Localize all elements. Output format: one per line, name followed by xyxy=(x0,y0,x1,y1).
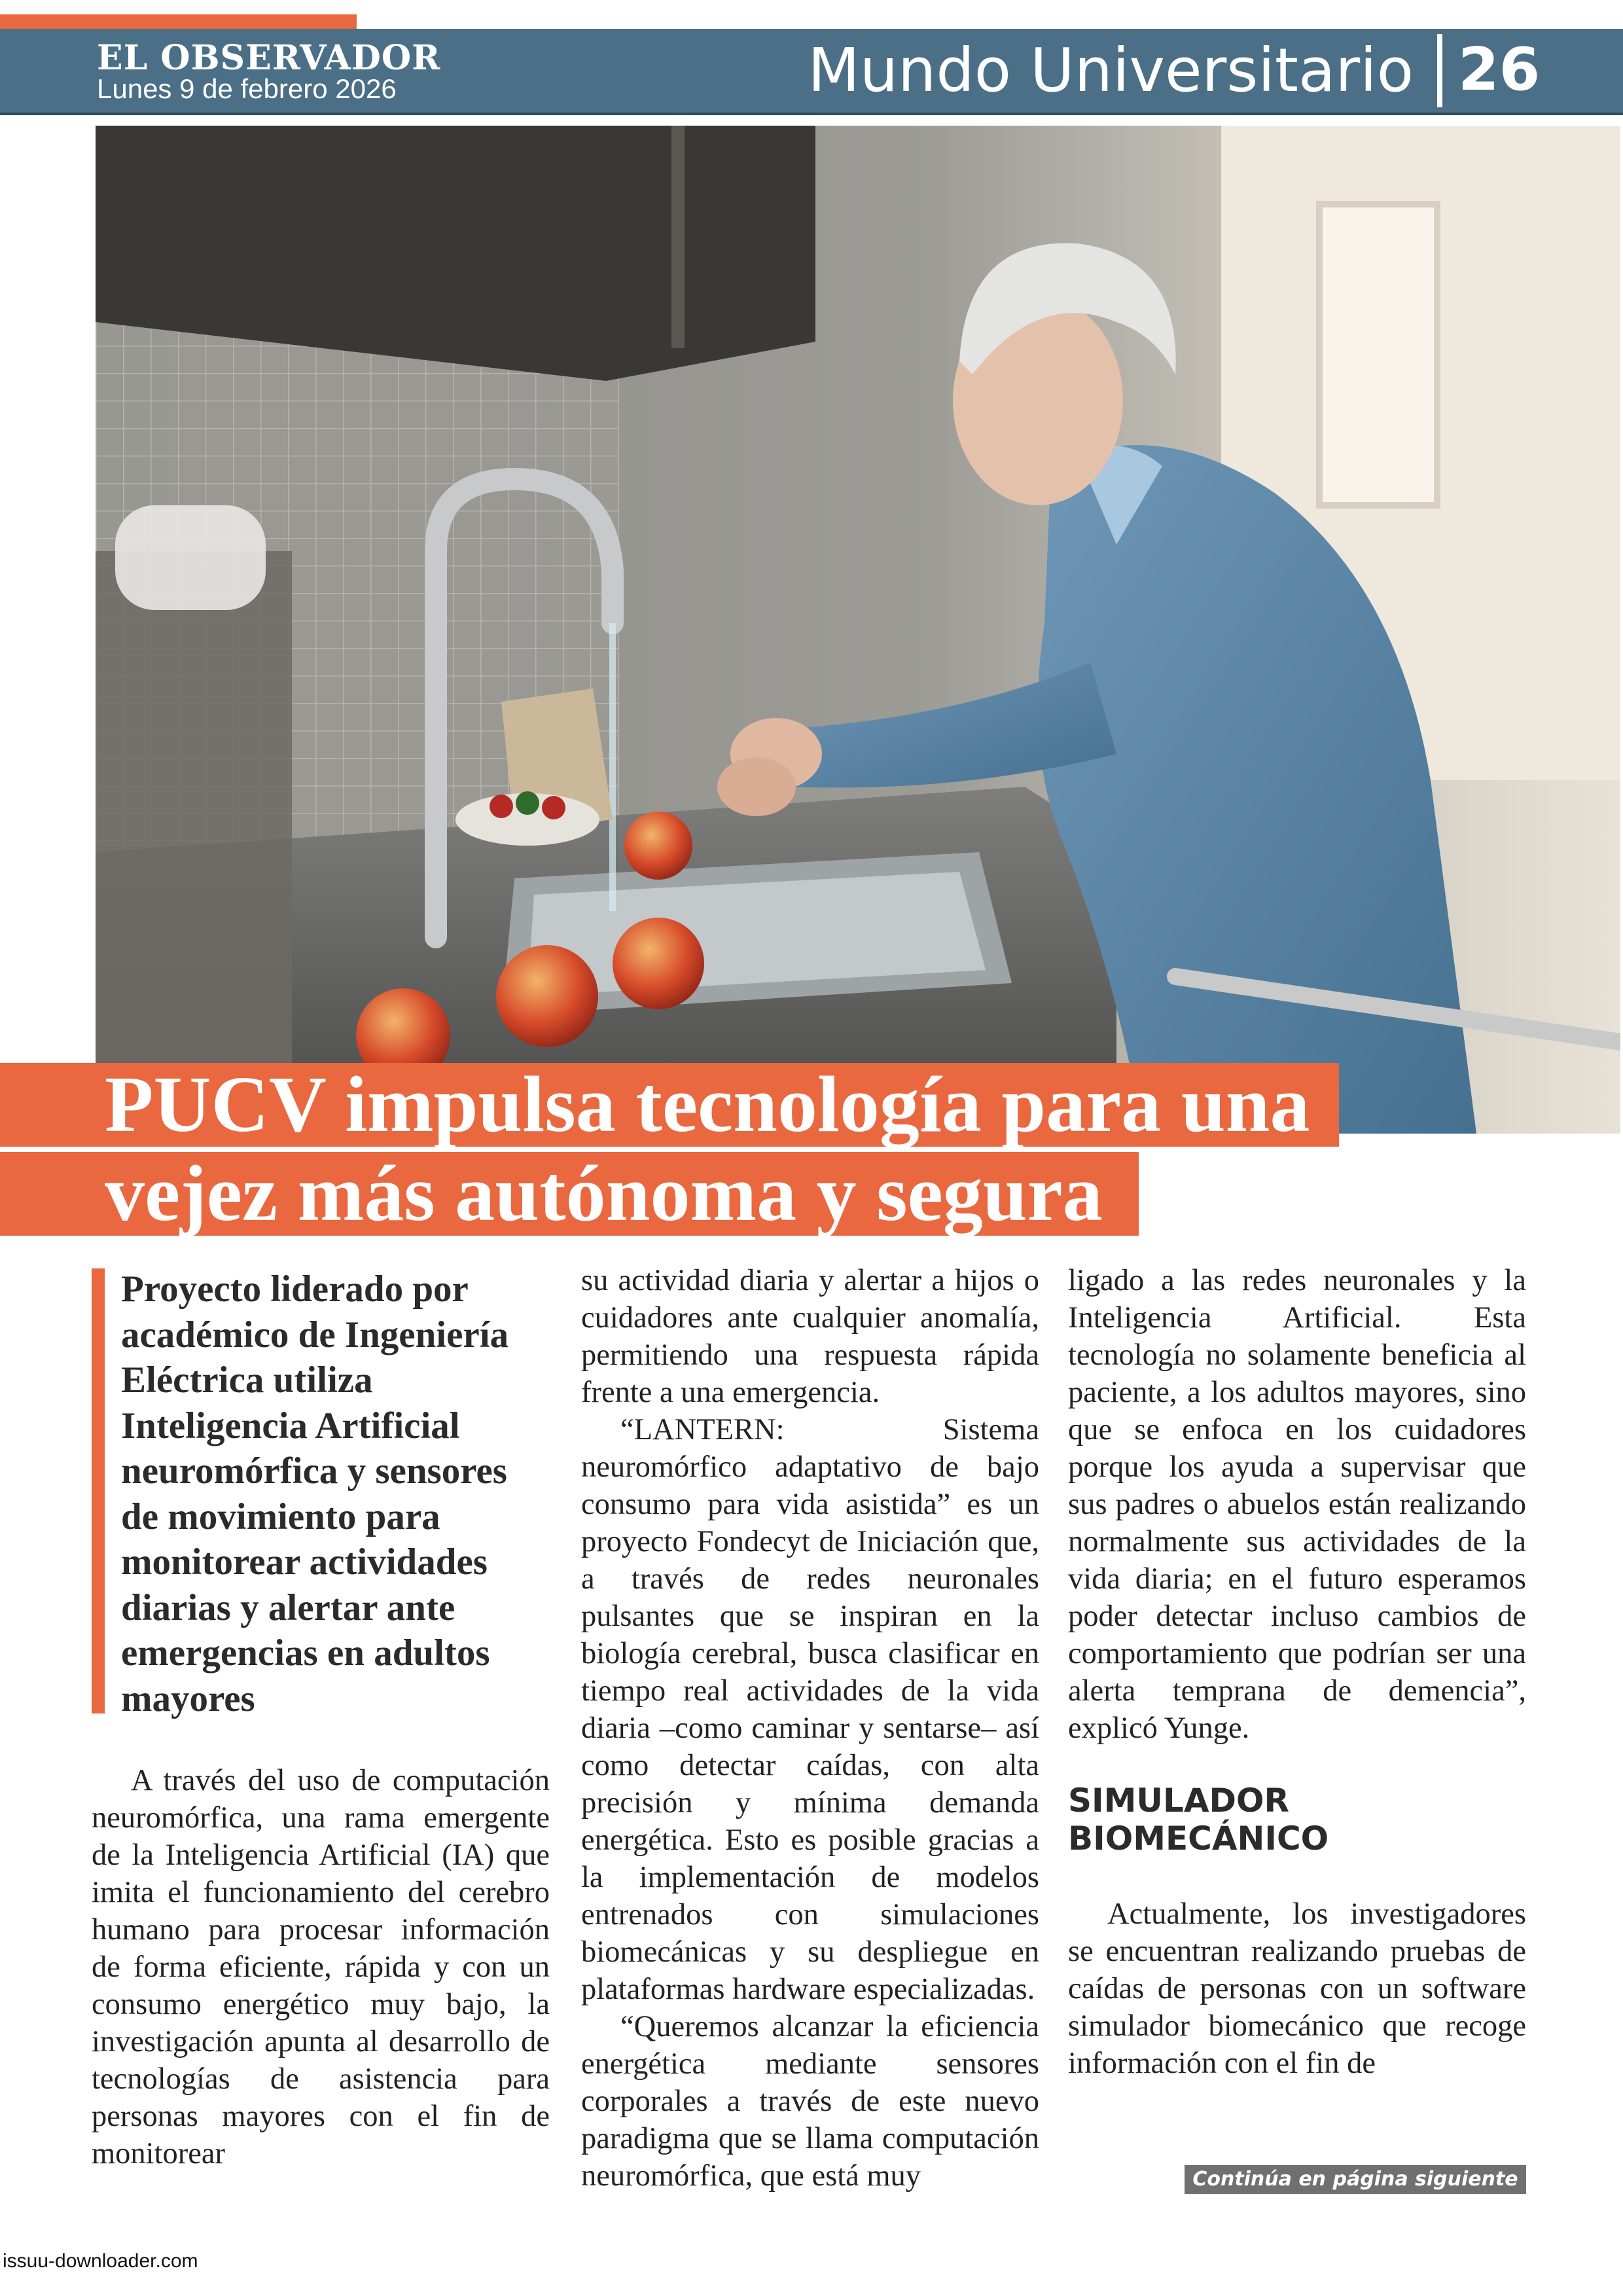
article-column-1 xyxy=(92,1762,550,2172)
section-name: Mundo Universitario xyxy=(808,35,1414,105)
headline-line-2: vejez más autónoma y segura xyxy=(105,1149,1103,1238)
source-watermark: issuu-downloader.com xyxy=(3,2250,198,2272)
article-column-2 xyxy=(581,1262,1039,2195)
article-photo xyxy=(96,126,1620,1134)
body-paragraph: A través del uso de computación neuromórfica, una rama emergente de la Inteligencia Artificial (IA) que imita el funcionamiento del cerebro humano para procesar información de forma eficiente, rápida y con un consumo energético muy bajo, la investigación apunta al desarrollo de tecnologías de asistencia para personas mayores con el fin de monitorear xyxy=(92,1764,550,2170)
continue-label: Continúa en página siguiente xyxy=(1185,2165,1526,2194)
body-paragraph: “LANTERN: Sistema neuromórfico adaptativo de bajo consumo para vida asistida” es un proyecto Fondecyt de Iniciación que, a través de redes neuronales pulsantes que se inspiran en la biología cerebral, busca clasificar en tiempo real actividades de la vida diaria –como caminar y sentarse– así como detectar caídas, con alta precisión y mínima demanda energética. Esto es posible gracias a la implementación de modelos entrenados con simulaciones biomecánicas y su despliegue en plataformas hardware especializadas. xyxy=(581,1413,1039,2006)
article-column-3-continued xyxy=(1068,1895,1526,2082)
article-deck: Proyecto liderado por académico de Ingeniería Eléctrica utiliza Inteligencia Artificial neuromórfica y sensores de movimiento para monitorear actividades diarias y alertar ante emergencias en adultos mayores xyxy=(121,1268,509,1719)
header-accent-line xyxy=(0,14,357,29)
body-paragraph: su actividad diaria y alertar a hijos o cuidadores ante cualquier anomalía, permitiendo una respuesta rápida frente a una emergencia. xyxy=(581,1264,1039,1409)
deck-accent-bar xyxy=(92,1268,105,1713)
headline-line-1: PUCV impulsa tecnología para una xyxy=(105,1060,1310,1149)
body-paragraph: “Queremos alcanzar la eficiencia energética mediante sensores corporales a través de este nuevo paradigma que se llama computación neuromórfica, que está muy xyxy=(581,2010,1039,2193)
article-column-3 xyxy=(1068,1262,1526,1747)
issue-date: Lunes 9 de febrero 2026 xyxy=(97,73,397,104)
elderly-woman-washing-apples-icon xyxy=(96,126,1620,1134)
masthead: EL OBSERVADOR xyxy=(97,38,441,78)
page-number: 26 xyxy=(1458,35,1541,104)
section-subhead: SIMULADOR BIOMECÁNICO xyxy=(1068,1782,1329,1857)
body-paragraph: Actualmente, los investigadores se encuentran realizando pruebas de caídas de personas con un software simulador biomecánico que recoge información con el fin de xyxy=(1068,1897,1526,2080)
body-paragraph: ligado a las redes neuronales y la Inteligencia Artificial. Esta tecnología no solamente beneficia al paciente, a los adultos mayores, sino que se enfoca en los cuidadores porque los ayuda a supervisar que sus padres o abuelos están realizando normalmente sus actividades de la vida diaria; en el futuro esperamos poder detectar incluso cambios de comportamiento que podrían ser una alerta temprana de demencia”, explicó Yunge. xyxy=(1068,1264,1526,1745)
section-divider xyxy=(1437,34,1442,107)
